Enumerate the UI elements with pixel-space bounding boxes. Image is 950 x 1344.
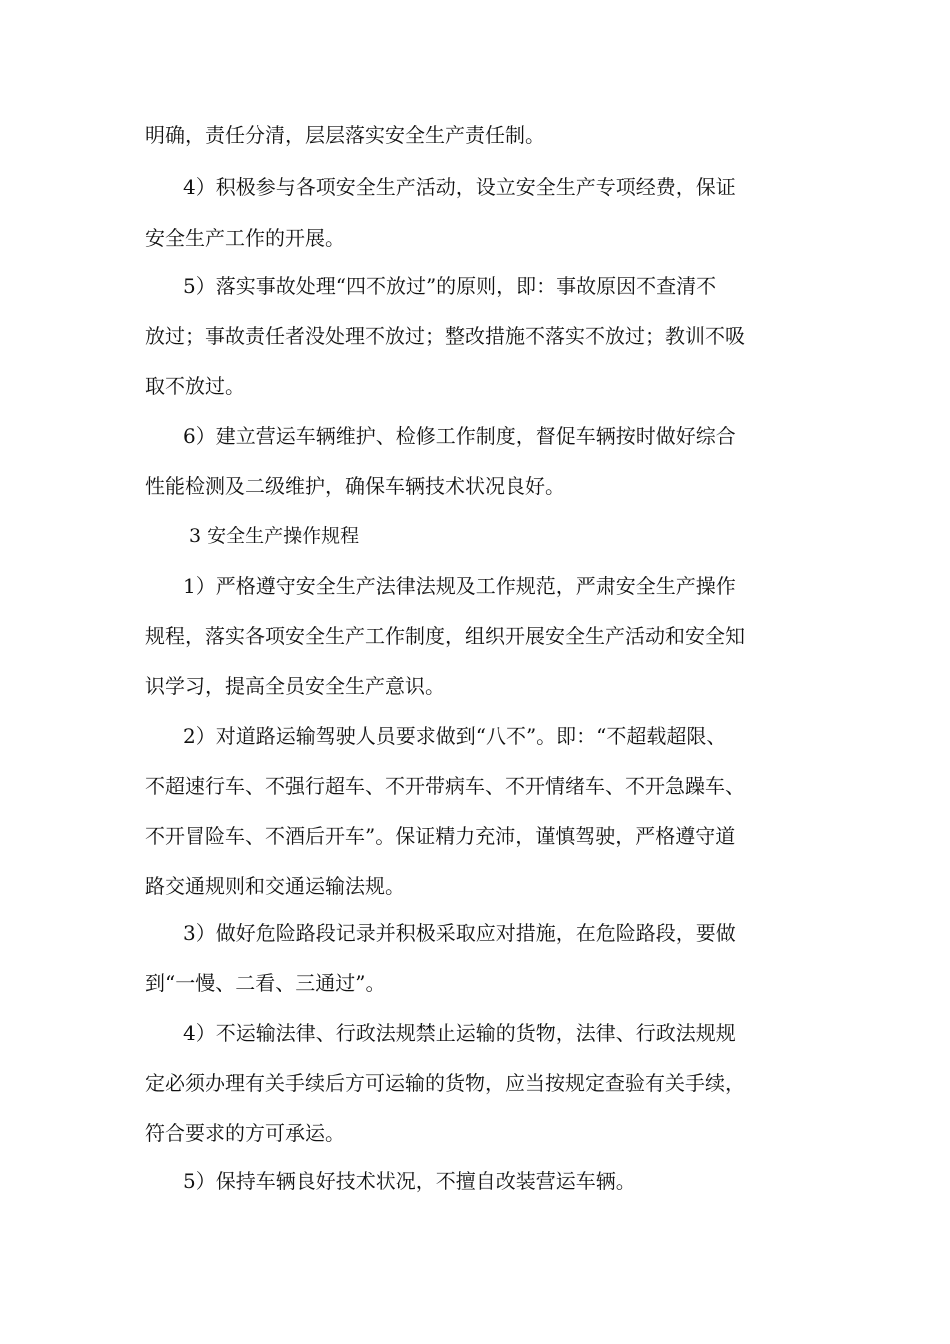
text-line: 放过；事故责任者没处理不放过；整改措施不落实不放过；教训不吸 bbox=[145, 324, 745, 348]
text-line: 到“一慢、二看、三通过”。 bbox=[145, 971, 386, 995]
text-line: 定必须办理有关手续后方可运输的货物，应当按规定查验有关手续， bbox=[145, 1071, 745, 1095]
text-line: 性能检测及二级维护，确保车辆技术状况良好。 bbox=[145, 474, 565, 498]
text-line: 6）建立营运车辆维护、检修工作制度，督促车辆按时做好综合 bbox=[183, 424, 736, 448]
text-line: 4）不运输法律、行政法规禁止运输的货物，法律、行政法规规 bbox=[183, 1021, 736, 1045]
text-line: 明确，责任分清，层层落实安全生产责任制。 bbox=[145, 123, 545, 147]
text-line: 1）严格遵守安全生产法律法规及工作规范，严肃安全生产操作 bbox=[183, 574, 736, 598]
text-line: 识学习，提高全员安全生产意识。 bbox=[145, 674, 445, 698]
text-line: 5）落实事故处理“四不放过”的原则，即：事故原因不查清不 bbox=[183, 274, 717, 298]
text-line: 规程，落实各项安全生产工作制度，组织开展安全生产活动和安全知 bbox=[145, 624, 745, 648]
text-line: 3）做好危险路段记录并积极采取应对措施，在危险路段，要做 bbox=[183, 921, 736, 945]
text-line: 2）对道路运输驾驶人员要求做到“八不”。即：“不超载超限、 bbox=[183, 724, 727, 748]
section-heading: 3 安全生产操作规程 bbox=[189, 525, 360, 547]
text-line: 符合要求的方可承运。 bbox=[145, 1121, 345, 1145]
text-line: 安全生产工作的开展。 bbox=[145, 226, 345, 250]
text-line: 不超速行车、不强行超车、不开带病车、不开情绪车、不开急躁车、 bbox=[145, 774, 745, 798]
text-line: 路交通规则和交通运输法规。 bbox=[145, 874, 405, 898]
text-line: 5）保持车辆良好技术状况，不擅自改装营运车辆。 bbox=[183, 1169, 636, 1193]
text-line: 不开冒险车、不酒后开车”。保证精力充沛，谨慎驾驶，严格遵守道 bbox=[145, 824, 736, 848]
text-line: 4）积极参与各项安全生产活动，设立安全生产专项经费，保证 bbox=[183, 175, 736, 199]
text-line: 取不放过。 bbox=[145, 374, 245, 398]
